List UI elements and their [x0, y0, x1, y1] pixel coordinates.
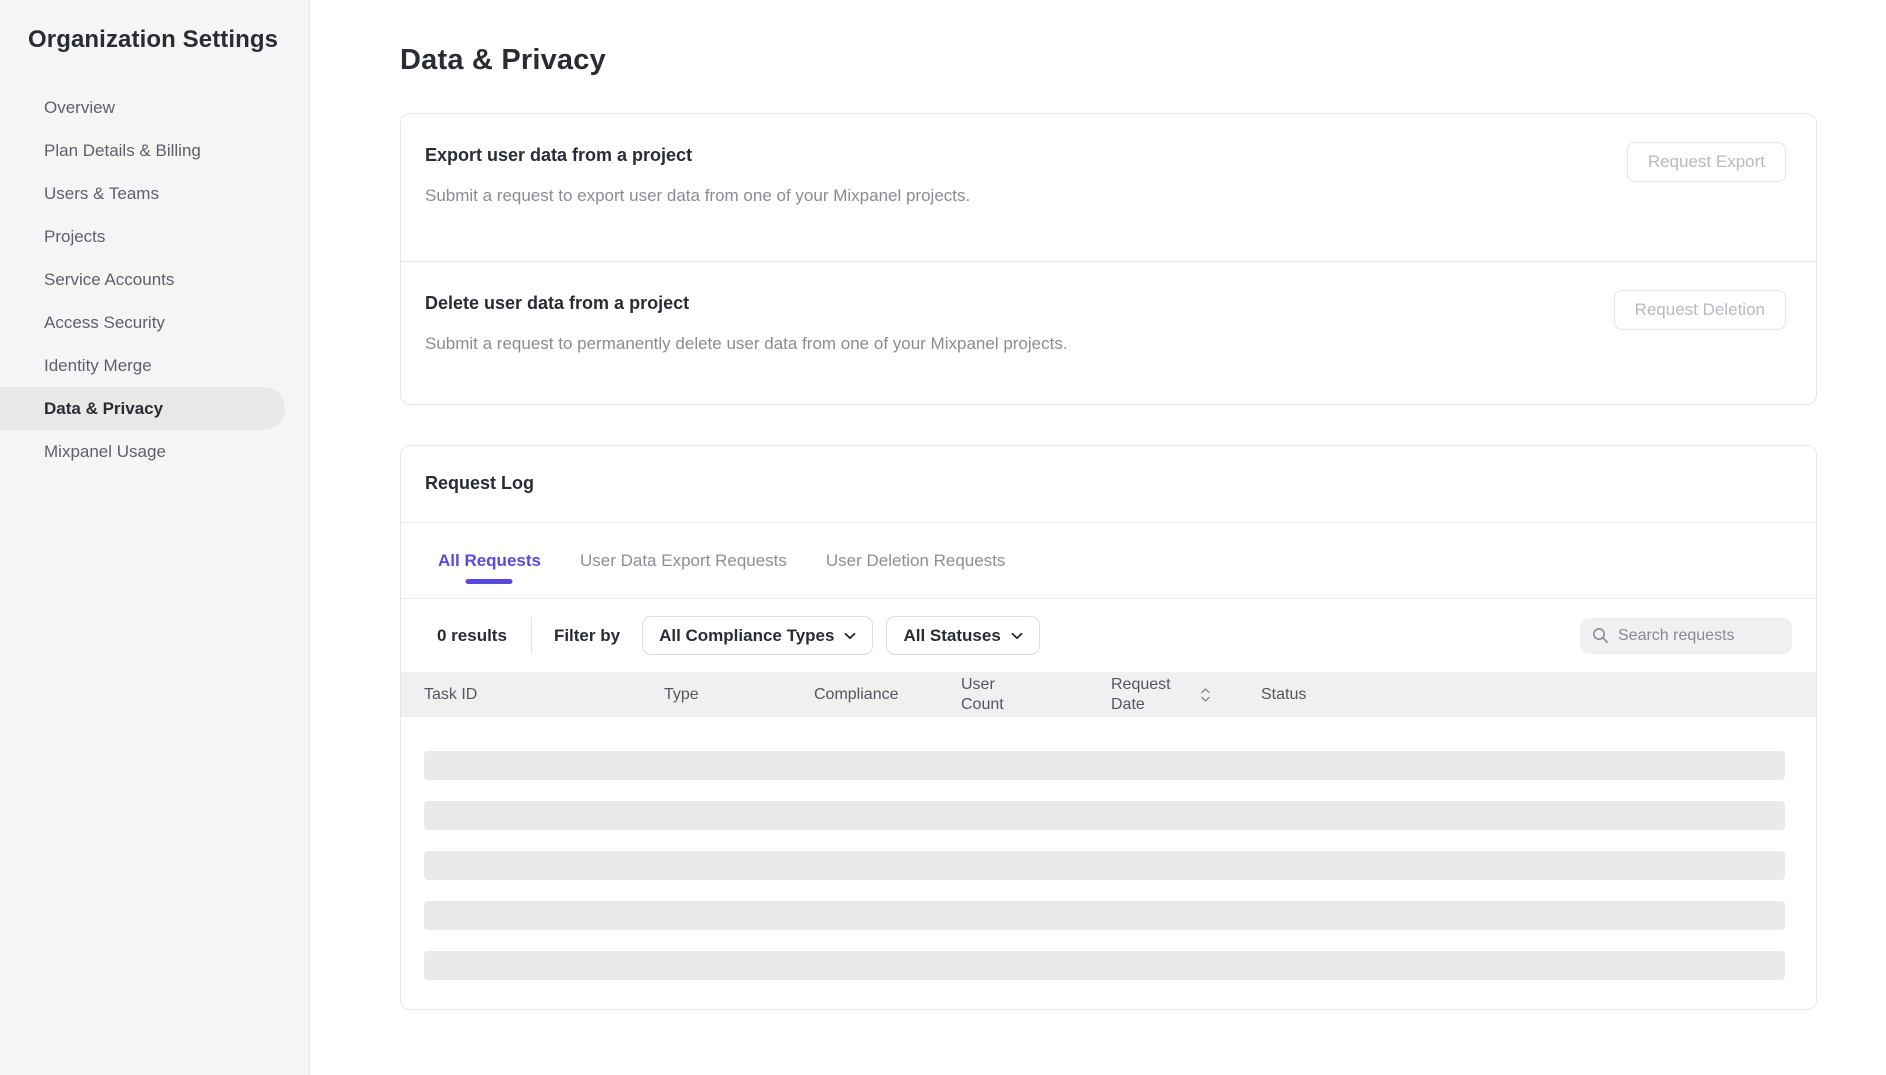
column-header-user-count: User Count [961, 675, 1004, 713]
search-requests-box[interactable] [1580, 618, 1792, 654]
request-export-button[interactable]: Request Export [1627, 142, 1786, 182]
vertical-divider [531, 617, 532, 654]
filter-row [401, 599, 1816, 672]
sidebar-item-identity-merge[interactable]: Identity Merge [44, 355, 152, 375]
organization-settings-sidebar [0, 0, 310, 1075]
main-content [310, 0, 1886, 1075]
tab-user-data-export-requests[interactable]: User Data Export Requests [579, 550, 787, 570]
compliance-types-dropdown[interactable]: All Compliance Types [642, 616, 873, 655]
skeleton-row [424, 851, 1785, 880]
export-section-description: Submit a request to export user data from one of your Mixpanel projects. [425, 186, 971, 205]
sidebar-item-data-privacy[interactable]: Data & Privacy [0, 387, 285, 430]
sidebar-item-overview[interactable]: Overview [44, 97, 115, 117]
request-deletion-button[interactable]: Request Deletion [1614, 290, 1786, 330]
column-header-status: Status [1261, 685, 1307, 703]
skeleton-row [424, 901, 1785, 930]
delete-section-description: Submit a request to permanently delete user data from one of your Mixpanel projects. [425, 334, 1068, 353]
tab-all-requests[interactable]: All Requests [438, 523, 541, 598]
sidebar-item-mixpanel-usage[interactable]: Mixpanel Usage [44, 441, 166, 461]
request-log-tabs [401, 522, 1816, 599]
skeleton-row [424, 951, 1785, 980]
export-section-title: Export user data from a project [425, 145, 693, 165]
column-header-task-id: Task ID [424, 685, 478, 703]
column-header-request-date: Request Date [1111, 675, 1261, 715]
delete-section-title: Delete user data from a project [425, 293, 690, 313]
delete-user-data-section [401, 261, 1816, 404]
results-count: 0 results [437, 625, 507, 645]
chevron-down-icon [844, 632, 856, 640]
sort-icon[interactable] [1201, 688, 1210, 702]
filter-by-label: Filter by [553, 625, 621, 645]
export-user-data-section [401, 114, 1816, 261]
search-icon [1592, 627, 1609, 644]
sidebar-title: Organization Settings [28, 26, 279, 53]
table-header-row [401, 672, 1816, 717]
skeleton-row [424, 751, 1785, 780]
skeleton-row [424, 801, 1785, 830]
sidebar-nav [0, 86, 309, 473]
sidebar-item-projects[interactable]: Projects [44, 226, 106, 246]
statuses-dropdown[interactable]: All Statuses [886, 616, 1039, 655]
sidebar-item-access-security[interactable]: Access Security [44, 312, 165, 332]
column-header-compliance: Compliance [814, 685, 899, 703]
table-body-loading [401, 717, 1816, 1009]
sidebar-item-service-accounts[interactable]: Service Accounts [44, 269, 175, 289]
request-log-panel [400, 445, 1817, 1010]
request-log-title: Request Log [425, 473, 535, 493]
chevron-down-icon [1011, 632, 1023, 640]
search-requests-input[interactable] [1618, 627, 1778, 645]
sidebar-item-users-teams[interactable]: Users & Teams [44, 183, 159, 203]
tab-user-deletion-requests[interactable]: User Deletion Requests [825, 550, 1006, 570]
column-header-type: Type [664, 685, 699, 703]
sidebar-item-plan-details-billing[interactable]: Plan Details & Billing [44, 140, 201, 160]
active-tab-underline [466, 579, 513, 584]
page-title: Data & Privacy [400, 44, 606, 76]
data-actions-panel [400, 113, 1817, 405]
